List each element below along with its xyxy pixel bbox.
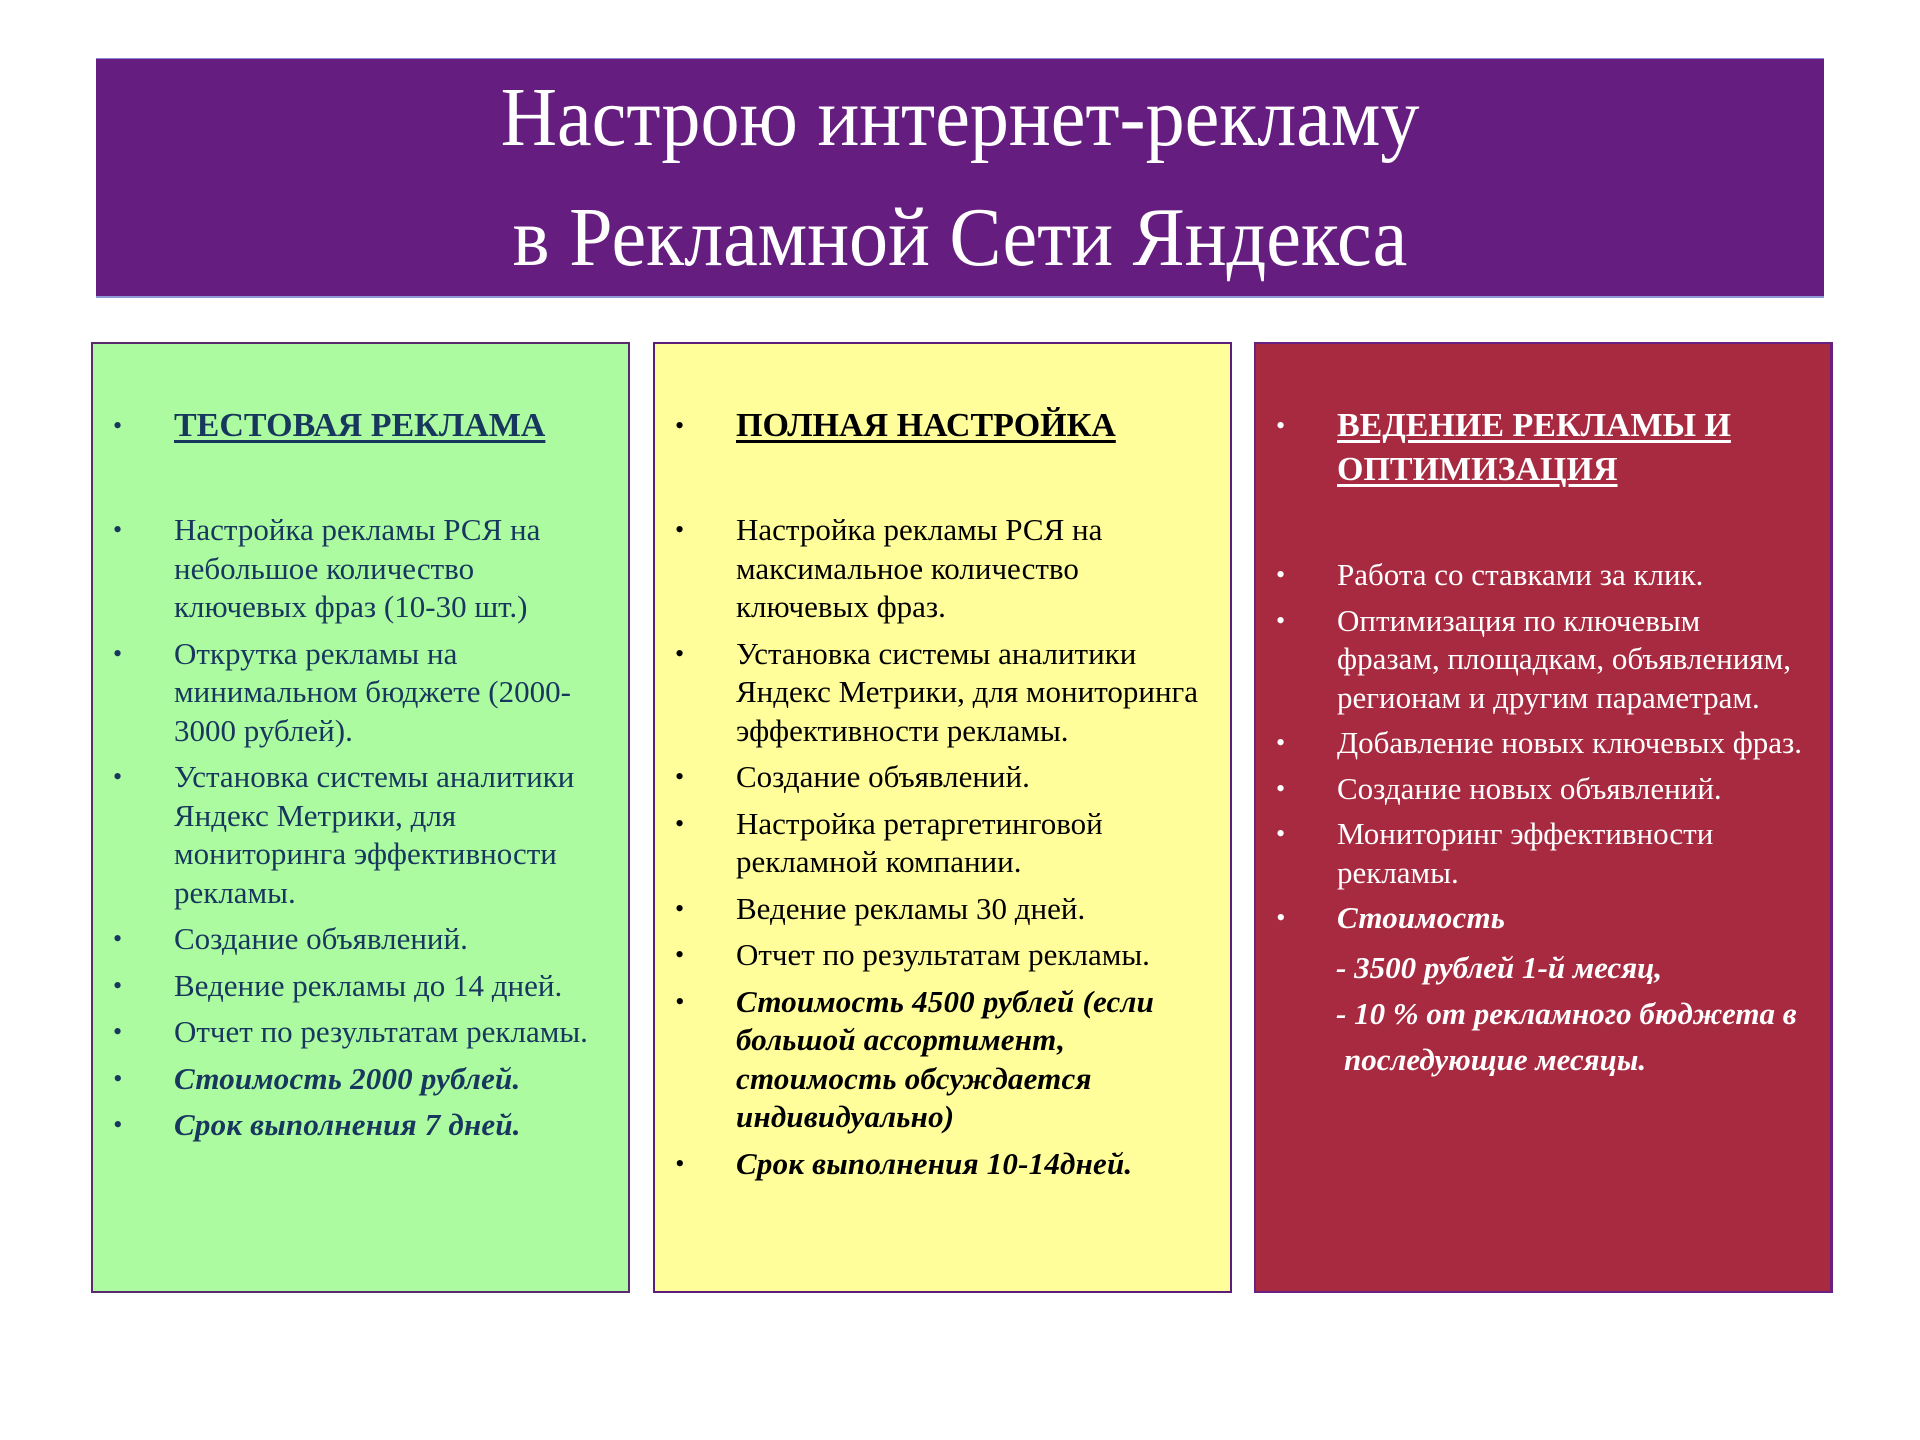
- heading-text: ПОЛНАЯ НАСТРОЙКА: [736, 407, 1116, 444]
- item-text: Настройка рекламы РСЯ на максимальное количество ключевых фраз.: [736, 512, 1103, 624]
- price-line-1: - 3500 рублей 1-й месяц,: [1336, 949, 1663, 985]
- list-item: [93, 1013, 628, 1052]
- item-text: Настройка рекламы РСЯ на небольшое количество ключевых фраз (10-30 шт.): [174, 512, 541, 624]
- panel-heading: [655, 404, 1230, 448]
- list-item: [93, 635, 628, 751]
- panel-test-advertising: [91, 342, 630, 1293]
- bullet-icon: •: [675, 808, 685, 838]
- bullet-icon: •: [1276, 903, 1286, 932]
- panel-management-optimization: [1254, 342, 1833, 1293]
- item-text: Установка системы аналитики Яндекс Метрики, для мониторинга эффективности рекламы.: [174, 759, 575, 910]
- heading-text: ТЕСТОВАЯ РЕКЛАМА: [174, 407, 546, 444]
- bullet-icon: •: [675, 515, 685, 544]
- bullet-icon: •: [675, 638, 685, 668]
- item-text: Открутка рекламы на минимальном бюджете (2000-3000 рублей).: [174, 635, 571, 748]
- bullet-icon: •: [113, 762, 123, 791]
- list-item: [655, 805, 1230, 882]
- bullet-icon: •: [113, 1017, 123, 1046]
- bullet-icon: •: [675, 893, 685, 923]
- list-item: [1256, 815, 1830, 892]
- list-item: [1256, 770, 1830, 809]
- item-text: Добавление новых ключевых фраз.: [1337, 725, 1803, 760]
- panel-heading: [1256, 404, 1830, 492]
- term-text: Срок выполнения 7 дней.: [174, 1107, 521, 1142]
- panel-heading: [93, 404, 628, 448]
- bullet-icon: •: [113, 924, 123, 953]
- bullet-icon: •: [113, 411, 123, 440]
- bullet-icon: •: [113, 1110, 123, 1139]
- item-text: Ведение рекламы до 14 дней.: [174, 967, 563, 1003]
- list-item: [93, 967, 628, 1006]
- term-text: Срок выполнения 10-14дней.: [736, 1145, 1133, 1181]
- list-item: [655, 635, 1230, 751]
- term-item: [93, 1106, 628, 1145]
- item-text: Отчет по результатам рекламы.: [736, 937, 1150, 972]
- item-text: Работа со ставками за клик.: [1337, 557, 1704, 592]
- bullet-icon: •: [675, 762, 685, 791]
- bullet-icon: •: [675, 411, 685, 440]
- price-line-2: - 10 % от рекламного бюджета в: [1336, 995, 1797, 1031]
- bullet-icon: •: [1276, 605, 1286, 635]
- item-text: Настройка ретаргетинговой рекламной компании.: [736, 805, 1103, 879]
- item-text: Ведение рекламы 30 дней.: [736, 890, 1086, 926]
- feature-list: [1256, 556, 1830, 938]
- price-item: [1256, 899, 1830, 938]
- item-text: Создание новых объявлений.: [1337, 770, 1722, 806]
- heading-text: ВЕДЕНИЕ РЕКЛАМЫ И ОПТИМИЗАЦИЯ: [1337, 407, 1731, 488]
- term-item: [655, 1145, 1230, 1184]
- title-line-1: Настрою интернет-рекламу: [500, 70, 1420, 164]
- price-text: Стоимость: [1337, 900, 1506, 935]
- list-item: [93, 758, 628, 912]
- list-item: [93, 511, 628, 627]
- price-text: Стоимость 4500 рублей (если большой ассортимент, стоимость обсуждается индивидуально): [736, 983, 1155, 1134]
- bullet-icon: •: [1276, 819, 1286, 848]
- list-item: [655, 936, 1230, 975]
- item-text: Мониторинг эффективности рекламы.: [1337, 816, 1714, 890]
- list-item: [1256, 724, 1830, 763]
- item-text: Отчет по результатам рекламы.: [174, 1014, 588, 1049]
- bullet-icon: •: [675, 986, 685, 1016]
- bullet-icon: •: [1276, 411, 1286, 440]
- item-text: Создание объявлений.: [174, 921, 468, 956]
- bullet-icon: •: [675, 940, 685, 969]
- list-item: [1256, 602, 1830, 718]
- list-item: [655, 758, 1230, 797]
- price-item: [655, 983, 1230, 1137]
- bullet-icon: •: [113, 515, 123, 544]
- bullet-icon: •: [113, 1063, 123, 1093]
- panel-full-setup: [653, 342, 1232, 1293]
- bullet-icon: •: [675, 1148, 685, 1178]
- title-line-2: в Рекламной Сети Яндекса: [512, 190, 1408, 284]
- item-text: Создание объявлений.: [736, 759, 1030, 794]
- price-line-3: последующие месяцы.: [1344, 1041, 1647, 1077]
- list-item: [655, 890, 1230, 929]
- title-banner: [96, 58, 1824, 298]
- price-text: Стоимость 2000 рублей.: [174, 1060, 521, 1096]
- item-text: Установка системы аналитики Яндекс Метрики, для мониторинга эффективности рекламы.: [736, 635, 1199, 748]
- feature-list: [93, 511, 628, 1145]
- list-item: [93, 920, 628, 959]
- bullet-icon: •: [1276, 560, 1286, 589]
- price-item: [93, 1060, 628, 1099]
- bullet-icon: •: [113, 970, 123, 1000]
- bullet-icon: •: [1276, 728, 1286, 757]
- list-item: [655, 511, 1230, 627]
- feature-list: [655, 511, 1230, 1183]
- item-text: Оптимизация по ключевым фразам, площадкам, объявлениям, регионам и другим параметрам.: [1337, 602, 1791, 715]
- list-item: [1256, 556, 1830, 595]
- bullet-icon: •: [1276, 773, 1286, 803]
- bullet-icon: •: [113, 638, 123, 668]
